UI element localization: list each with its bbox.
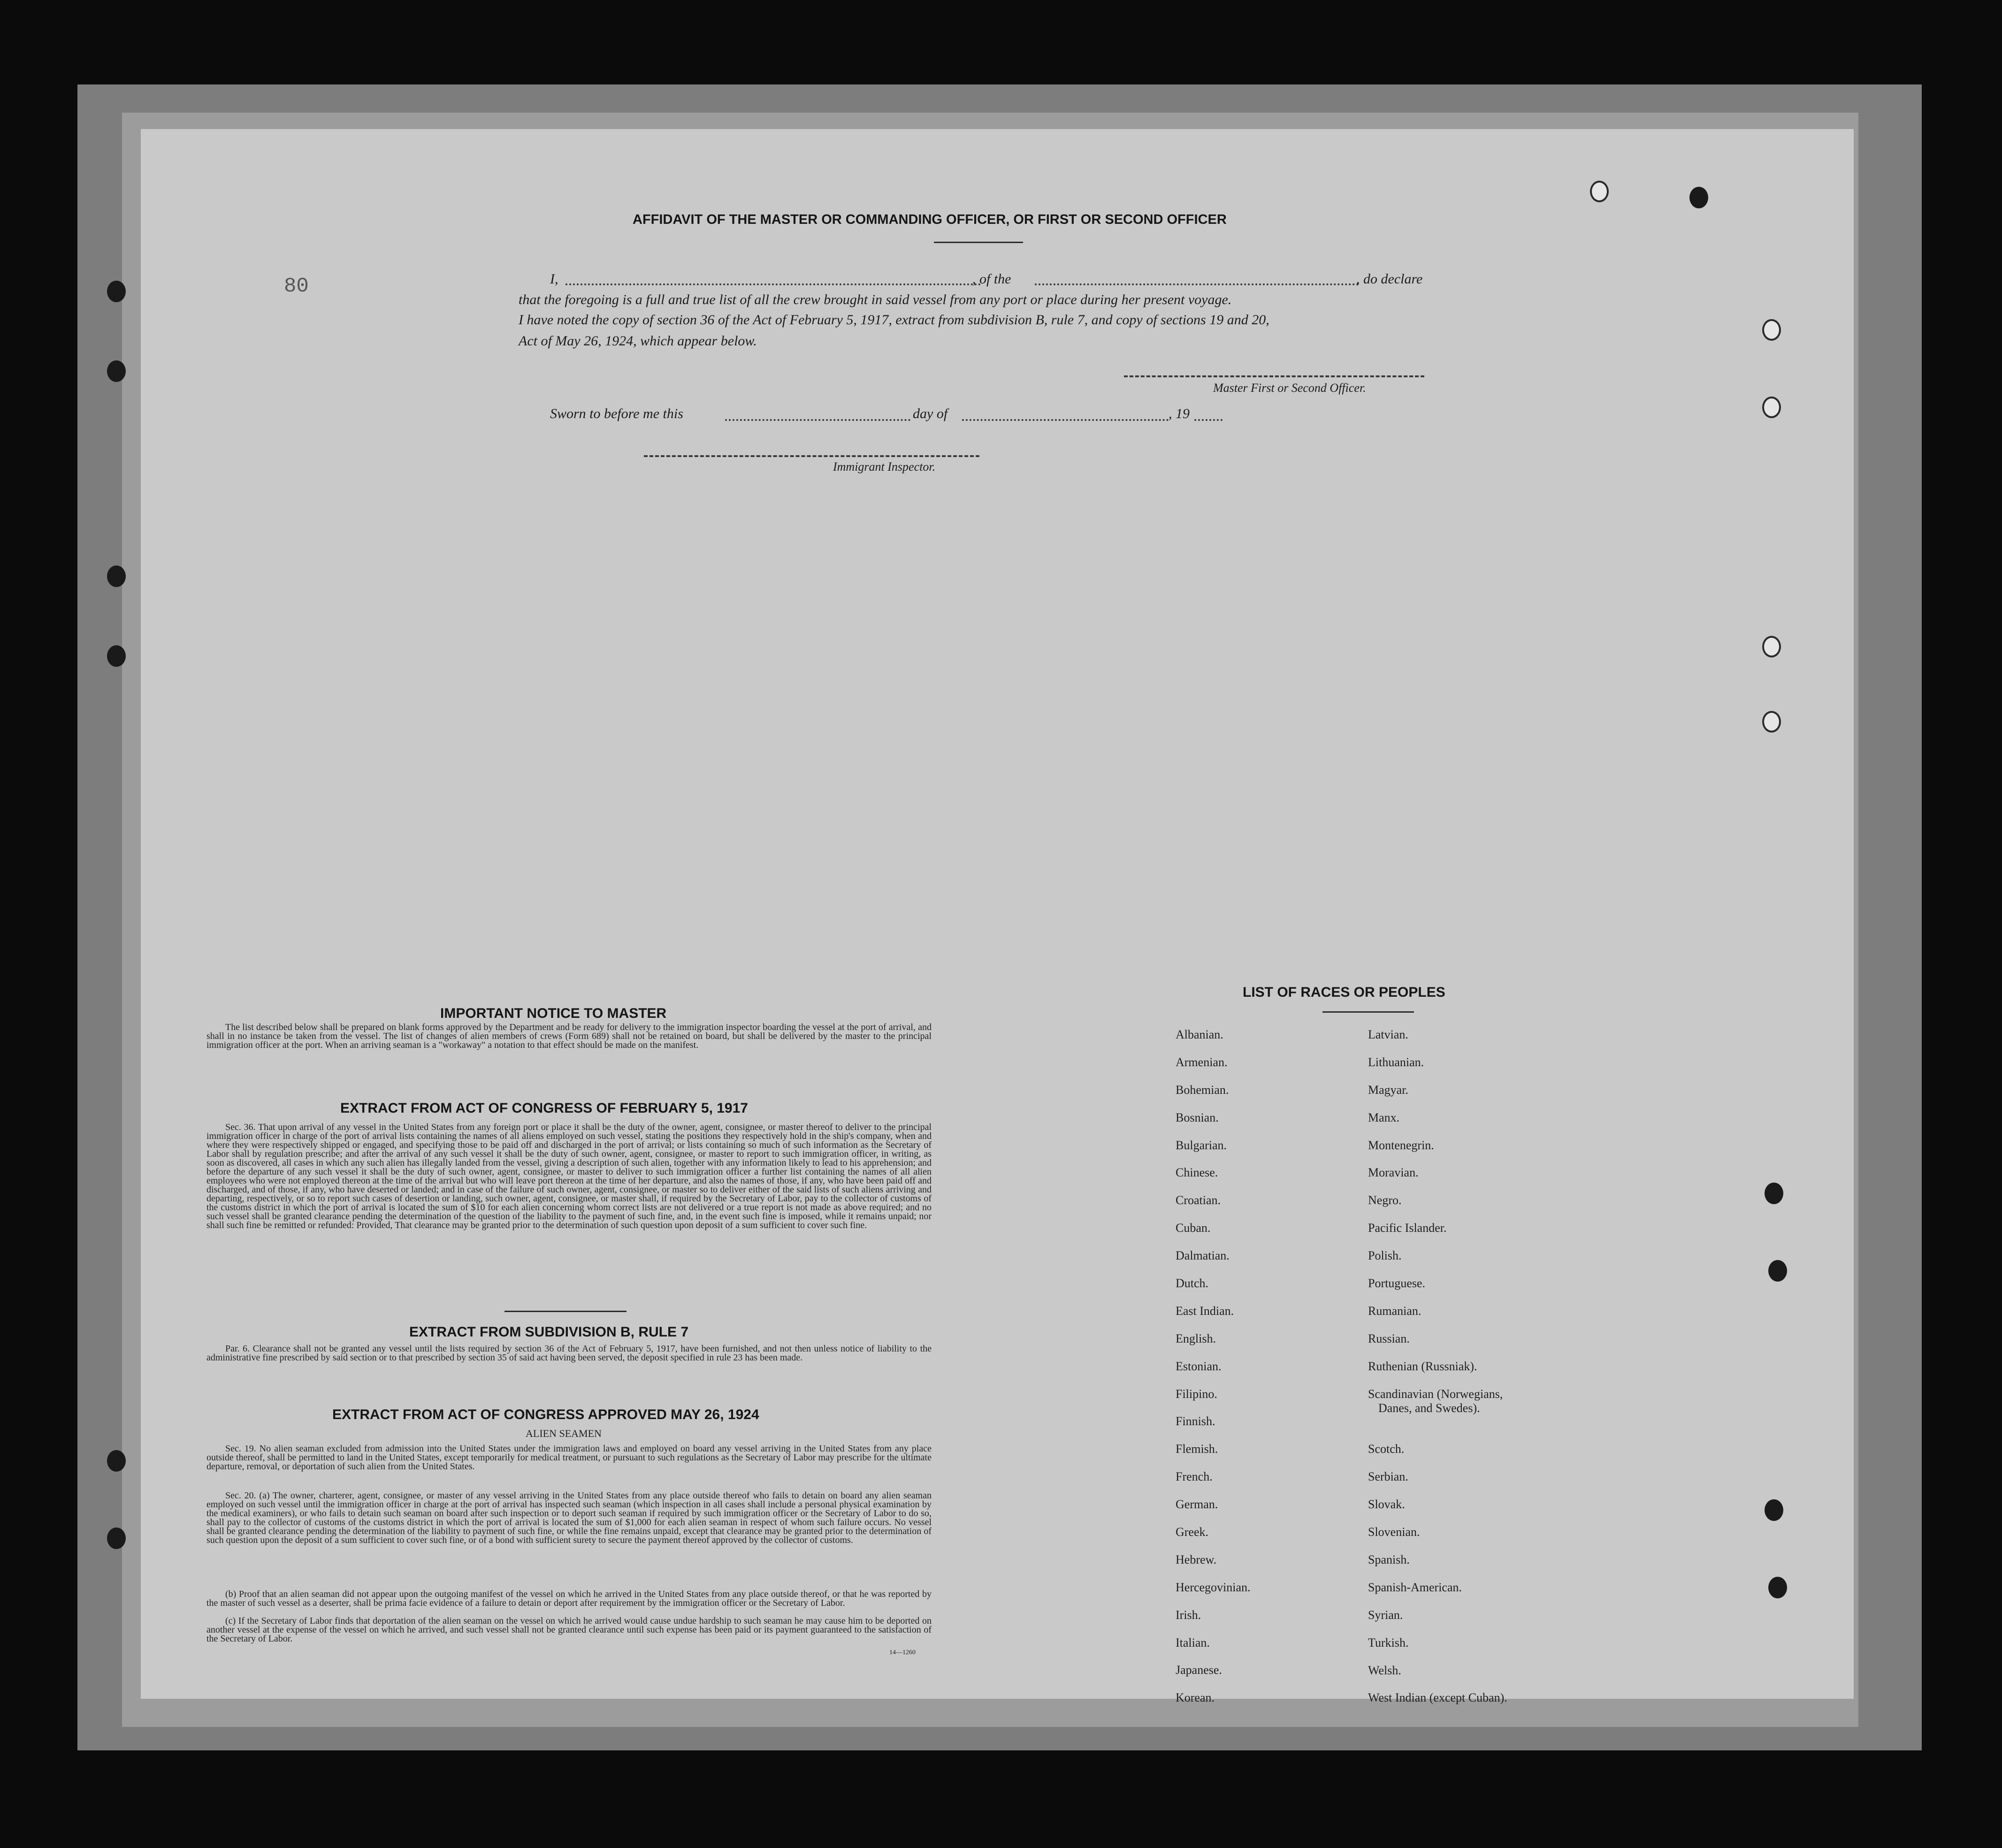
race-item: Russian. xyxy=(1368,1331,1410,1345)
race-item: Spanish. xyxy=(1368,1552,1410,1566)
year-text: , 19 xyxy=(1169,406,1190,421)
race-item: Filipino. xyxy=(1176,1387,1217,1401)
race-item: Bosnian. xyxy=(1176,1110,1219,1124)
affidavit-line-2: that the foregoing is a full and true list of all the crew brought in said vessel from any port or place during her present voyage. xyxy=(519,292,1232,307)
race-item: Hebrew. xyxy=(1176,1552,1217,1566)
race-item: Portuguese. xyxy=(1368,1276,1426,1291)
race-item: Latvian. xyxy=(1368,1028,1408,1041)
sec-20b-body: (b) Proof that an alien seaman did not appear upon the outgoing manifest of the vessel on which he arrived in the United States from any place outside thereof, or that he was reported by the master of such vessel as a deserter, shall be prima facie evidence of a failure to detain or deport after requirement by the immigration officer or the Secretary of Labor. xyxy=(206,1589,932,1608)
race-item: Hercegovinian. xyxy=(1176,1580,1251,1594)
race-item: French. xyxy=(1176,1470,1213,1484)
punch-hole xyxy=(1762,319,1781,341)
race-item: Magyar. xyxy=(1368,1083,1408,1097)
divider xyxy=(504,1311,627,1312)
affidavit-title: AFFIDAVIT OF THE MASTER OR COMMANDING OFFICER, OR FIRST OR SECOND OFFICER xyxy=(633,212,1227,227)
notice-title: IMPORTANT NOTICE TO MASTER xyxy=(440,1006,667,1021)
race-item: Estonian. xyxy=(1176,1359,1222,1373)
affidavit-line-3: I have noted the copy of section 36 of the Act of February 5, 1917, extract from subdivision B, rule 7, and copy of sections 19 and 20, xyxy=(519,312,1269,328)
race-item: Ruthenian (Russniak). xyxy=(1368,1359,1477,1373)
race-item: Armenian. xyxy=(1176,1055,1228,1069)
race-item: Lithuanian. xyxy=(1368,1055,1424,1069)
race-item-line: Scandinavian (Norwegians, xyxy=(1368,1387,1503,1401)
sworn-day-blank xyxy=(725,419,910,421)
race-item: Finnish. xyxy=(1176,1414,1215,1428)
rule-7-body: Par. 6. Clearance shall not be granted any vessel until the lists required by section 36 of the Act of February 5, 1917, have been furnished, and not then unless notice of liability to the administrative fine prescribed by said section or to that prescribed by section 35 of said act having been served, the deposit specified in rule 23 has been made. xyxy=(206,1344,932,1363)
punch-hole xyxy=(107,281,126,302)
race-item: Irish. xyxy=(1176,1608,1201,1622)
race-item: Greek. xyxy=(1176,1525,1209,1539)
race-item: Slovak. xyxy=(1368,1497,1405,1512)
race-item: East Indian. xyxy=(1176,1304,1234,1318)
divider xyxy=(934,242,1023,243)
alien-seamen-subtitle: ALIEN SEAMEN xyxy=(526,1428,602,1439)
punch-hole xyxy=(1762,397,1781,418)
affidavit-i: I, xyxy=(550,271,558,287)
punch-hole xyxy=(1590,181,1609,202)
punch-hole xyxy=(1768,1577,1787,1598)
punch-hole xyxy=(107,360,126,382)
name-blank xyxy=(565,283,981,285)
race-item: Welsh. xyxy=(1368,1663,1401,1677)
race-item: Albanian. xyxy=(1176,1028,1223,1041)
sworn-year-blank xyxy=(1194,419,1223,421)
race-item: Montenegrin. xyxy=(1368,1138,1434,1152)
race-item: Chinese. xyxy=(1176,1166,1218,1180)
act-1917-title: EXTRACT FROM ACT OF CONGRESS OF FEBRUARY 5, 1917 xyxy=(340,1100,748,1116)
divider xyxy=(1322,1011,1414,1013)
race-item: Cuban. xyxy=(1176,1221,1211,1235)
punch-hole xyxy=(1762,711,1781,733)
master-caption: Master First or Second Officer. xyxy=(1213,381,1366,395)
race-item: German. xyxy=(1176,1497,1218,1512)
race-item: West Indian (except Cuban). xyxy=(1368,1691,1507,1705)
affidavit-do-declare: , do declare xyxy=(1356,271,1423,287)
punch-hole xyxy=(107,1450,126,1472)
race-item: Manx. xyxy=(1368,1110,1400,1124)
inspector-caption: Immigrant Inspector. xyxy=(833,460,936,473)
punch-hole xyxy=(1689,187,1708,208)
race-item: Slovenian. xyxy=(1368,1525,1420,1539)
race-item: Dalmatian. xyxy=(1176,1249,1230,1263)
sworn-month-blank xyxy=(962,419,1169,421)
punch-hole xyxy=(1768,1260,1787,1282)
race-item: English. xyxy=(1176,1331,1216,1345)
punch-hole xyxy=(107,645,126,667)
race-item: Korean. xyxy=(1176,1691,1215,1705)
race-item-line: Danes, and Swedes). xyxy=(1378,1401,1480,1415)
race-item: Scotch. xyxy=(1368,1442,1405,1456)
punch-hole xyxy=(1765,1499,1783,1521)
race-item: Negro. xyxy=(1368,1193,1402,1207)
affidavit-of-the: , of the xyxy=(972,271,1011,287)
act-1924-title: EXTRACT FROM ACT OF CONGRESS APPROVED MAY 26, 1924 xyxy=(332,1407,759,1422)
race-item: Polish. xyxy=(1368,1249,1402,1263)
punch-hole xyxy=(107,565,126,587)
race-item: Serbian. xyxy=(1368,1470,1408,1484)
race-item: Japanese. xyxy=(1176,1663,1222,1677)
master-signature-line xyxy=(1124,375,1424,377)
sec-20c-body: (c) If the Secretary of Labor finds that deportation of the alien seaman on the vessel on which he arrived would cause undue hardship to such seaman he may cause him to be deported on another vessel at the expense of the vessel on which he arrived, and such vessel shall not be granted clearance until such expense has been paid or its payment guaranteed to the satisfaction of the Secretary of Labor. xyxy=(206,1616,932,1644)
race-item: Bohemian. xyxy=(1176,1083,1229,1097)
race-item: Pacific Islander. xyxy=(1368,1221,1447,1235)
race-item: Syrian. xyxy=(1368,1608,1403,1622)
sec-19-body: Sec. 19. No alien seaman excluded from admission into the United States under the immigration laws and employed on board any vessel arriving in the United States from any place outside thereof, shall be permitted to land in the United States, except temporarily for medical treatment, or pursuant to such regulations as the Secretary of Labor may prescribe for the ultimate departure, removal, or deportation of such alien from the United States. xyxy=(206,1443,932,1472)
races-title: LIST OF RACES OR PEOPLES xyxy=(1243,985,1445,1000)
inspector-signature-line xyxy=(644,455,979,457)
form-number: 14—1260 xyxy=(889,1649,916,1656)
race-item: Spanish-American. xyxy=(1368,1580,1462,1594)
affidavit-line-4: Act of May 26, 1924, which appear below. xyxy=(519,333,757,349)
punch-hole xyxy=(1765,1183,1783,1204)
race-item: Turkish. xyxy=(1368,1635,1409,1649)
race-item: Moravian. xyxy=(1368,1166,1419,1180)
act-1917-body: Sec. 36. That upon arrival of any vessel in the United States from any foreign port or place it shall be the duty of the owner, agent, consignee, or master thereof to deliver to the principal immigration officer in charge of the port of arrival lists containing the names of all aliens employed on such vessel, stating the positions they respectively hold in the ship's company, when and where they were respectively shipped or engaged, and specifying those to be paid off and discharged in the port of arrival; or lists containing so much of such information as the Secretary of Labor shall by regulation prescribe; and after the arrival of any such vessel it shall be the duty of such owner, agent, consignee, or master to report to such immigration officer, in writing, as soon as discovered, all cases in which any such alien has illegally landed from the vessel, giving a description of such alien, together with any information likely to lead to his apprehension; and before the departure of any such vessel it shall be the duty of such owner, agent, consignee, or master to deliver to such immigration officer a further list containing the names of all alien employees who were not employed thereon at the time of the arrival but who will leave port thereon at the time of her departure, and also the names of those, if any, who have been paid off and discharged, and of those, if any, who have deserted or landed; and in case of the failure of such owner, agent, consignee, or master so to deliver either of the said lists of such aliens arriving and departing, respectively, or so to report such cases of desertion or landing, such owner, agent, consignee, or master shall, if required by the Secretary of Labor, pay to the collector of customs of the customs district in which the port of arrival is located the sum of $10 for each alien concerning whom correct lists are not delivered or a true report is not made as above required; and no such vessel shall be granted clearance pending the determination of the question of the liability to the payment of such fine, and, in the event such fine is imposed, while it remains unpaid; nor shall such fine be remitted or refunded: Provided, That clearance may be granted prior to the determination of such question upon deposit of a sum sufficient to cover such fine. xyxy=(206,1122,932,1230)
sec-20a-body: Sec. 20. (a) The owner, charterer, agent, consignee, or master of any vessel arriving in the United States from any place outside thereof who fails to detain on board any alien seaman employed on such vessel until the immigration officer in charge at the port of arrival has inspected such seaman (which inspection in all cases shall include a personal physical examination by the medical examiners), or who fails to detain such seaman on board after such inspection or to deport such seaman if required by such immigration officer or the Secretary of Labor to do so, shall pay to the collector of customs of the customs district in which the port of arrival is located the sum of $1,000 for each alien seaman in respect of whom such failure occurs. No vessel shall be granted clearance pending the determination of the liability to payment of such fine, or while the fine remains unpaid, except that clearance may be granted prior to the determination of such question upon the deposit of a sum sufficient to cover such fine, or of a bond with sufficient surety to secure the payment thereof approved by the collector of customs. xyxy=(206,1490,932,1545)
margin-number: 80 xyxy=(284,275,309,298)
race-item: Rumanian. xyxy=(1368,1304,1421,1318)
races-left-column xyxy=(1176,1028,1251,1718)
race-item: Flemish. xyxy=(1176,1442,1218,1456)
race-item: Italian. xyxy=(1176,1635,1210,1649)
race-item: Croatian. xyxy=(1176,1193,1221,1207)
punch-hole xyxy=(1762,636,1781,657)
sworn-text: Sworn to before me this xyxy=(550,406,683,421)
race-item-scandinavian xyxy=(1368,1387,1507,1443)
notice-body: The list described below shall be prepared on blank forms approved by the Department and be ready for delivery to the immigration inspector boarding the vessel at the port of arrival, and shall in no instance be taken from the vessel. The list of changes of alien members of crews (Form 689) shall not be retained on board, but shall be delivered by the master to the principal immigration officer at the port. When an arriving seaman is a "workaway" a notation to that effect should be made on the manifest. xyxy=(206,1022,932,1050)
rule-7-title: EXTRACT FROM SUBDIVISION B, RULE 7 xyxy=(409,1324,689,1340)
day-of-text: day of xyxy=(913,406,948,421)
race-item: Dutch. xyxy=(1176,1276,1209,1291)
race-item: Bulgarian. xyxy=(1176,1138,1227,1152)
vessel-blank xyxy=(1035,283,1359,285)
races-right-column xyxy=(1368,1028,1507,1718)
punch-hole xyxy=(107,1527,126,1549)
